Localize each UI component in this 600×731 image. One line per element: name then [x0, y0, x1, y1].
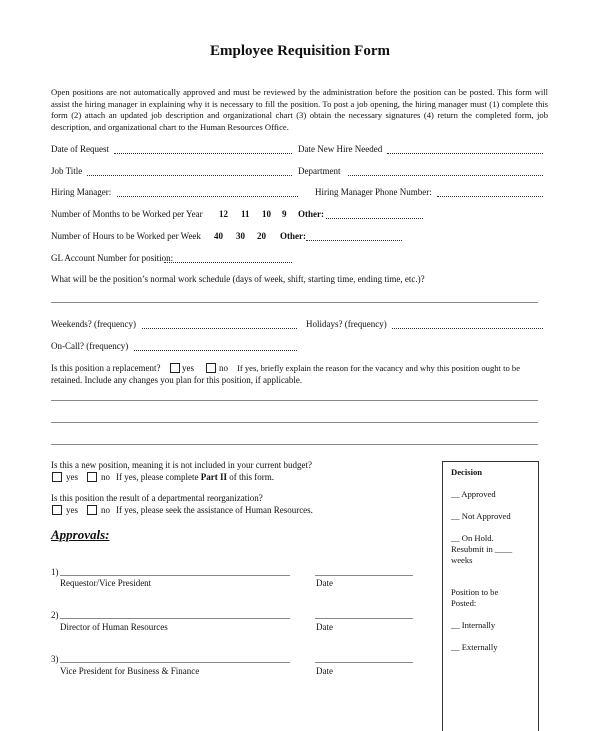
date-new-hire-label: Date New Hire Needed	[298, 144, 383, 154]
new-position-no-checkbox[interactable]	[87, 472, 97, 482]
decision-approved[interactable]: __ Approved	[451, 489, 496, 499]
approval-1-title: Requestor/Vice President	[60, 578, 152, 588]
date-of-request-label: Date of Request	[51, 144, 109, 154]
replacement-answer-line-2[interactable]	[51, 422, 538, 423]
decision-not-approved[interactable]: __ Not Approved	[451, 511, 511, 521]
intro-paragraph: Open positions are not automatically approved and must be reviewed by the administration before the position can be posted. This form will assist the hiring manager in explaining why it is necessary to fill the position. To post a job opening, the hiring manager must (1) complete this form (2) attach an updated job description and organizational chart (3) obtain the necessary signatures (4) return the completed form, job description, and organizational chart to the Human Resources Office.	[51, 87, 548, 132]
months-option-9[interactable]: 9	[282, 209, 287, 219]
hours-option-40[interactable]: 40	[214, 231, 223, 241]
replacement-answer-line-3[interactable]	[51, 444, 538, 445]
hours-per-week-label: Number of Hours to be Worked per Week	[51, 231, 201, 241]
approval-3-number: 3)	[51, 654, 59, 664]
replacement-instruction-cont: retained. Include any changes you plan for this position, if applicable.	[51, 375, 303, 385]
decision-on-hold[interactable]: __ On Hold.	[451, 533, 494, 543]
schedule-question: What will be the position’s normal work schedule (days of week, shift, starting time, ending time, etc.)?	[51, 274, 425, 284]
approval-1-signature-line[interactable]	[60, 575, 290, 576]
hours-option-20[interactable]: 20	[257, 231, 266, 241]
new-position-no-label: no	[101, 472, 110, 482]
months-other-label: Other:	[298, 209, 324, 219]
decision-position-to-be: Position to be	[451, 587, 499, 597]
weekends-label: Weekends? (frequency)	[51, 319, 136, 329]
form-title: Employee Requisition Form	[210, 43, 390, 59]
replacement-yes-label: yes	[182, 363, 194, 373]
approval-2-date-line[interactable]	[315, 618, 413, 619]
new-position-yes-label: yes	[66, 472, 78, 482]
hiring-manager-phone-label: Hiring Manager Phone Number:	[315, 187, 432, 197]
decision-heading: Decision	[451, 467, 483, 477]
job-title-field[interactable]	[87, 175, 292, 176]
holidays-field[interactable]	[392, 328, 543, 329]
approval-2-number: 2)	[51, 610, 59, 620]
decision-externally[interactable]: __ Externally	[451, 642, 498, 652]
new-position-instruction: If yes, please complete Part II of this form.	[116, 472, 274, 482]
replacement-no-label: no	[219, 363, 228, 373]
hiring-manager-label: Hiring Manager:	[51, 187, 112, 197]
hours-other-label: Other:	[280, 231, 306, 241]
weekends-field[interactable]	[142, 328, 297, 329]
holidays-label: Holidays? (frequency)	[306, 319, 387, 329]
replacement-no-checkbox[interactable]	[206, 363, 216, 373]
on-call-field[interactable]	[134, 350, 297, 351]
reorg-yes-checkbox[interactable]	[52, 505, 62, 515]
decision-internally[interactable]: __ Internally	[451, 620, 496, 630]
months-option-11[interactable]: 11	[241, 209, 250, 219]
new-position-question: Is this a new position, meaning it is not included in your current budget?	[51, 460, 312, 470]
reorg-no-checkbox[interactable]	[87, 505, 97, 515]
months-option-10[interactable]: 10	[262, 209, 271, 219]
approval-1-number: 1)	[51, 567, 59, 577]
approval-3-signature-line[interactable]	[60, 662, 290, 663]
replacement-instruction: If yes, briefly explain the reason for the vacancy and why this position ought to be	[237, 363, 521, 373]
approval-2-date-label: Date	[316, 622, 333, 632]
reorg-question: Is this position the result of a departmental reorganization?	[51, 493, 263, 503]
gl-account-field[interactable]	[164, 262, 292, 263]
hiring-manager-field[interactable]	[117, 196, 298, 197]
reorg-no-label: no	[101, 505, 110, 515]
gl-account-label: GL Account Number for position:	[51, 253, 174, 263]
decision-posted: Posted:	[451, 598, 477, 608]
months-option-12[interactable]: 12	[219, 209, 228, 219]
replacement-question: Is this position a replacement?	[51, 363, 161, 373]
months-per-year-label: Number of Months to be Worked per Year	[51, 209, 203, 219]
new-position-yes-checkbox[interactable]	[52, 472, 62, 482]
approval-2-title: Director of Human Resources	[60, 622, 168, 632]
approval-1-date-label: Date	[316, 578, 333, 588]
approval-3-title: Vice President for Business & Finance	[60, 666, 200, 676]
decision-box	[442, 461, 539, 731]
schedule-answer-line[interactable]	[51, 302, 538, 303]
replacement-yes-checkbox[interactable]	[170, 363, 180, 373]
approval-2-signature-line[interactable]	[60, 618, 290, 619]
approval-1-date-line[interactable]	[315, 575, 413, 576]
job-title-label: Job Title	[51, 166, 83, 176]
date-of-request-field[interactable]	[114, 153, 292, 154]
replacement-answer-line-1[interactable]	[51, 400, 538, 401]
department-field[interactable]	[348, 175, 543, 176]
approvals-heading: Approvals:	[51, 527, 110, 542]
months-other-field[interactable]	[326, 218, 423, 219]
approval-3-date-label: Date	[316, 666, 333, 676]
reorg-instruction: If yes, please seek the assistance of Human Resources.	[116, 505, 313, 515]
on-call-label: On-Call? (frequency)	[51, 341, 129, 351]
department-label: Department	[298, 166, 341, 176]
hours-option-30[interactable]: 30	[236, 231, 245, 241]
approval-3-date-line[interactable]	[315, 662, 413, 663]
decision-resubmit: Resubmit in ____	[451, 544, 513, 554]
date-new-hire-field[interactable]	[387, 153, 543, 154]
reorg-yes-label: yes	[66, 505, 78, 515]
hiring-manager-phone-field[interactable]	[437, 196, 543, 197]
decision-weeks: weeks	[451, 555, 473, 565]
hours-other-field[interactable]	[306, 240, 402, 241]
